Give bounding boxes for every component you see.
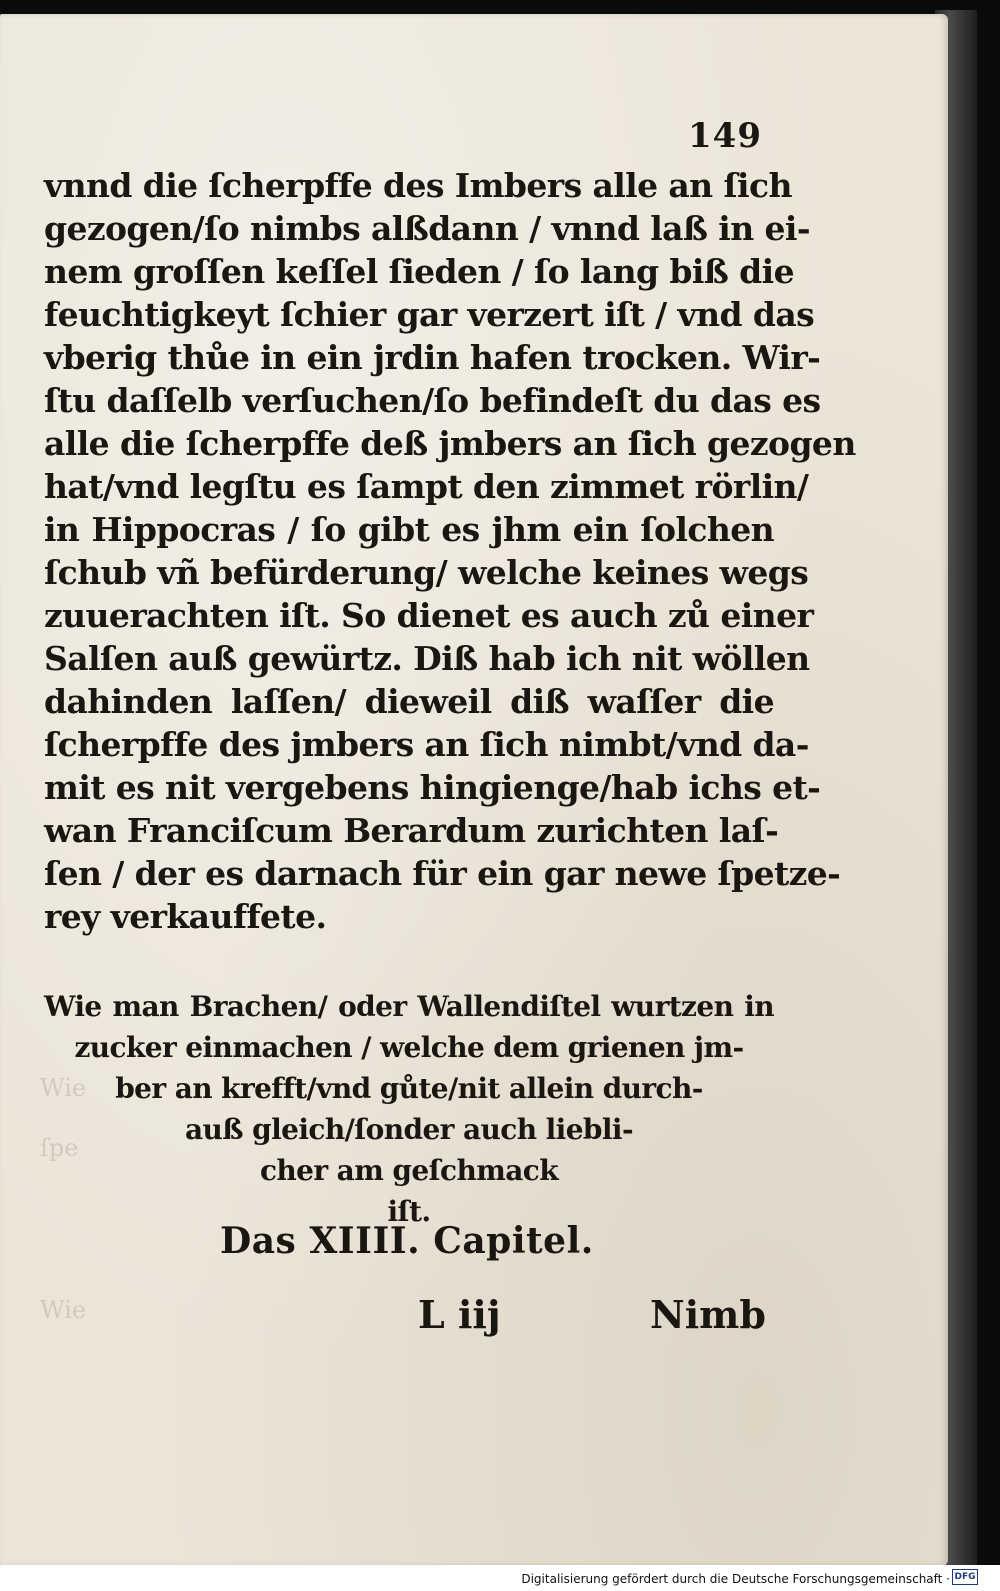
footer-credit: Digitalisierung gefördert durch die Deutsche Forschungsgemeinschaft · — [521, 1572, 950, 1586]
text-line: zuuerachten iſt. So dienet es auch zů einer — [44, 596, 814, 635]
text-line: rey verkauffete. — [44, 897, 327, 936]
chapter-title: Das XIIII. Capitel. — [220, 1220, 594, 1262]
text-line: Salſen auß gewürtz. Diß hab ich nit wöllen — [44, 639, 810, 678]
text-line: vnnd die ſcherpffe des Imbers alle an ſich — [44, 166, 792, 205]
bleed-through-text: ſpe — [40, 1134, 79, 1162]
book-page — [0, 14, 948, 1566]
heading-line: cher am geſchmack — [259, 1154, 559, 1187]
bleed-through-text: Wie — [40, 1074, 87, 1102]
dfg-logo: DFG — [952, 1569, 978, 1585]
chapter-heading — [44, 986, 774, 1232]
text-line: in Hippocras / ſo gibt es jhm ein ſolchen — [44, 510, 774, 549]
signature-mark: L iij — [418, 1292, 501, 1337]
text-line: hat/vnd legſtu es ſampt den zimmet rörlin/ — [44, 467, 809, 506]
heading-line: iſt. — [387, 1195, 431, 1228]
bleed-through-text: Wie — [40, 1296, 87, 1324]
heading-line: zucker einmachen / welche dem grienen jm- — [74, 1031, 744, 1064]
text-line: nem groſſen keſſel ſieden / ſo lang biß die — [44, 252, 794, 291]
body-text — [44, 164, 856, 938]
text-line: ſchub vñ befürderung/ welche keines wegs — [44, 553, 809, 592]
text-line: feuchtigkeyt ſchier gar verzert iſt / vnd das — [44, 295, 815, 334]
text-line: mit es nit vergebens hingienge/hab ichs et- — [44, 768, 821, 807]
text-line: vberig thůe in ein jrdin hafen trocken. Wir- — [44, 338, 821, 377]
text-line: ſen / der es darnach für ein gar newe ſpetze- — [44, 854, 841, 893]
heading-line: Wie man Brachen/ oder Wallendiſtel wurtzen in — [44, 990, 774, 1023]
text-line: alle die ſcherpffe deß jmbers an ſich gezogen — [44, 424, 856, 463]
footer-bar — [0, 1565, 1000, 1591]
text-line: wan Franciſcum Berardum zurichten laſ- — [44, 811, 779, 850]
text-line: ſcherpffe des jmbers an ſich nimbt/vnd da- — [44, 725, 809, 764]
text-line: ſtu daſſelb verſuchen/ſo befindeſt du das es — [44, 381, 821, 420]
catchword: Nimb — [650, 1292, 766, 1337]
text-line: gezogen/ſo nimbs alßdann / vnnd laß in ei- — [44, 209, 810, 248]
heading-line: auß gleich/ſonder auch liebli- — [184, 1113, 633, 1146]
heading-line: ber an krefft/vnd gůte/nit allein durch- — [115, 1072, 703, 1105]
text-line: dahinden laſſen/ dieweil diß waſſer die — [44, 682, 774, 721]
page-number: 149 — [688, 116, 762, 156]
